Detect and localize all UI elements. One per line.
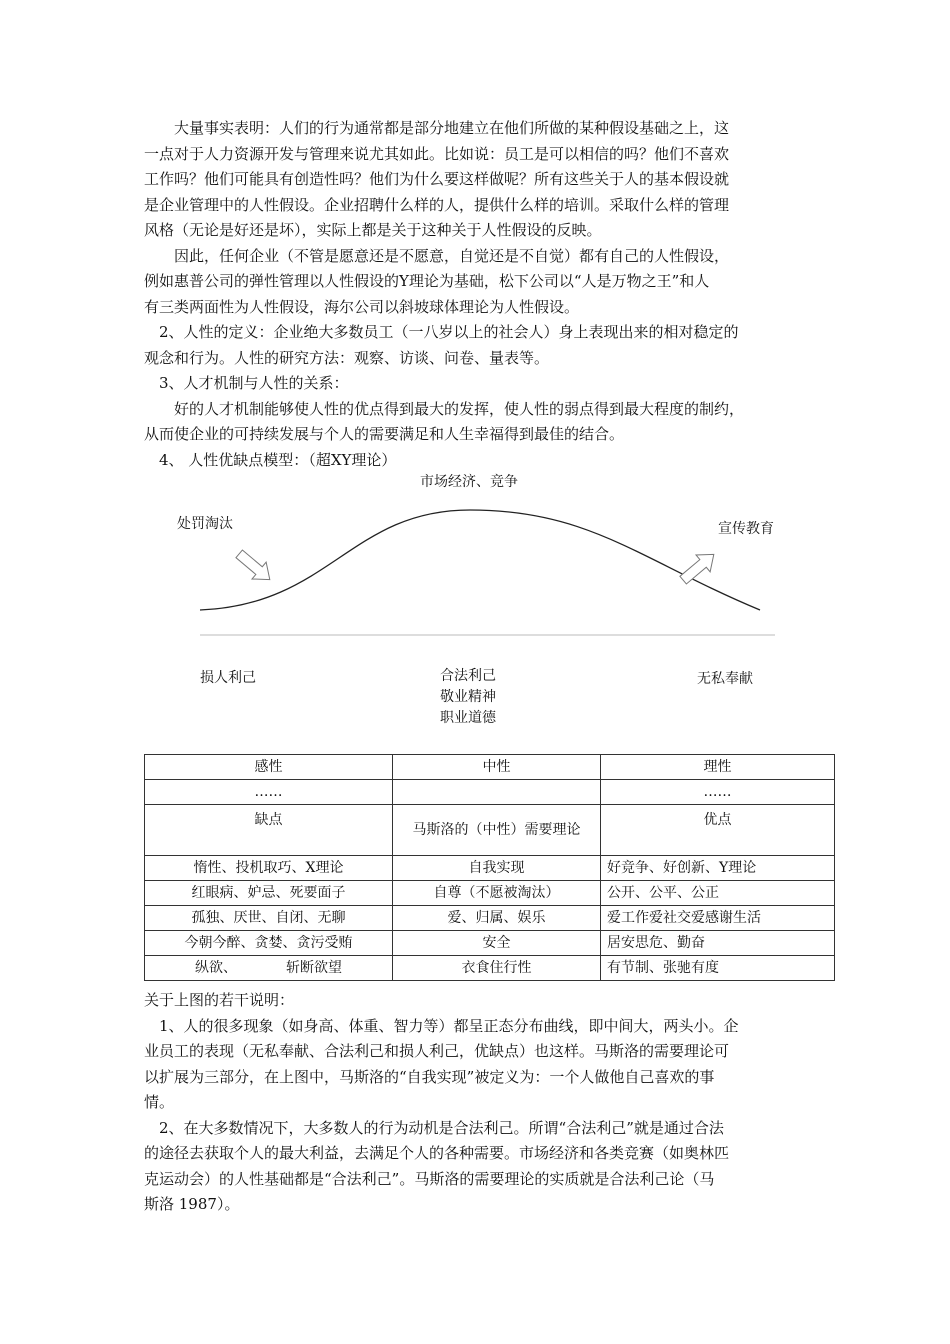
table-row [145,780,835,805]
text-line: 2、人性的定义：企业绝大多数员工（一八岁以上的社会人）身上表现出来的相对稳定的 [144,323,739,341]
table-row [145,856,835,881]
text-line: 2、在大多数情况下，大多数人的行为动机是合法利己。所谓“合法利己”就是通过合法 [144,1118,724,1137]
header-rational: 理性 [601,755,835,780]
table-cell: 爱、归属、娱乐 [393,906,601,931]
text-line: 例如惠普公司的弹性管理以人性假设的Y理论为基础，松下公司以“人是万物之王”和人 [144,272,710,290]
label-punish-eliminate: 处罚淘汰 [177,516,233,532]
label-selfless: 无私奉献 [697,671,753,687]
header-neutral: 中性 [393,755,601,780]
table-cell: 自我实现 [393,856,601,881]
label-market-economy: 市场经济、竞争 [420,474,518,490]
text-line: 大量事实表明：人们的行为通常都是部分地建立在他们所做的某种假设基础之上，这 [144,119,730,137]
table-cell: 安全 [393,931,601,956]
arrow-down-right-icon [232,545,277,588]
table-cell: 有节制、张驰有度 [601,956,835,981]
text-line: 观念和行为。人性的研究方法：观察、访谈、问卷、量表等。 [144,348,550,367]
label-harm-others: 损人利己 [200,670,256,686]
table-cell: 公开、公平、公正 [601,881,835,906]
table-cell [393,780,601,805]
text-line: 的途径去获取个人的最大利益，去满足个人的各种需要。市场经济和各类竞赛（如奥林匹 [144,1144,730,1162]
human-nature-table [144,754,835,981]
text-line: 克运动会）的人性基础都是“合法利己”。马斯洛的需要理论的实质就是合法利己论（马 [144,1169,715,1188]
table-row [145,931,835,956]
text-line: 好的人才机制能够使人性的优点得到最大的发挥，使人性的弱点得到最大程度的制约， [144,399,745,418]
label-work-ethic: 敬业精神 [440,689,496,705]
table-cell: 缺点 [145,805,393,856]
label-education: 宣传教育 [718,521,774,537]
table-cell: 马斯洛的（中性）需要理论 [393,805,601,856]
table-cell: …… [145,780,393,805]
notes-section [144,988,834,1218]
text-line: 情。 [144,1093,175,1111]
text-line: 3、人才机制与人性的关系： [144,374,349,392]
table-cell: 纵欲、 斩断欲望 [145,956,393,981]
table-cell: 红眼病、妒忌、死要面子 [145,881,393,906]
table-row [145,906,835,931]
notes-title: 关于上图的若干说明： [144,991,295,1009]
text-line: 以扩展为三部分，在上图中，马斯洛的“自我实现”被定义为：一个人做他自己喜欢的事 [144,1067,715,1086]
text-line: 工作吗？他们可能具有创造性吗？他们为什么要这样做呢？所有这些关于人的基本假设就 [144,170,730,188]
table-cell: 孤独、厌世、自闭、无聊 [145,906,393,931]
table-cell: 爱工作爱社交爱感谢生活 [601,906,835,931]
table-cell: …… [601,780,835,805]
text-line: 是企业管理中的人性假设。企业招聘什么样的人，提供什么样的培训。采取什么样的管理 [144,195,730,214]
table-cell: 自尊（不愿被淘汰） [393,881,601,906]
label-legal-self-interest: 合法利己 [440,668,496,684]
text-line: 斯洛 1987）。 [144,1195,240,1213]
section-heading: 4、 人性优缺点模型：（超XY理论） [144,450,397,469]
table-cell: 好竞争、好创新、Y理论 [601,856,835,881]
table-cell: 惰性、投机取巧、X理论 [145,856,393,881]
table-cell: 今朝今醉、贪婪、贪污受贿 [145,931,393,956]
table-row [145,881,835,906]
text-line: 1、人的很多现象（如身高、体重、智力等）都呈正态分布曲线，即中间大，两头小。企 [144,1016,739,1035]
text-line: 因此，任何企业（不管是愿意还是不愿意，自觉还是不自觉）都有自己的人性假设， [144,246,730,265]
bell-curve [200,510,760,610]
text-line: 有三类两面性为人性假设，海尔公司以斜坡球体理论为人性假设。 [144,297,580,316]
label-professional-ethics: 职业道德 [440,710,496,726]
text-line: 风格（无论是好还是坏），实际上都是关于这种关于人性假设的反映。 [144,221,602,239]
header-emotional: 感性 [145,755,393,780]
text-line: 一点对于人力资源开发与管理来说尤其如此。比如说：员工是可以相信的吗？他们不喜欢 [144,144,730,163]
table-cell: 优点 [601,805,835,856]
text-line: 业员工的表现（无私奉献、合法利己和损人利己，优缺点）也这样。马斯洛的需要理论可 [144,1042,730,1060]
table-header-row [145,755,835,780]
table-cell: 衣食住行性 [393,956,601,981]
label-center-group [398,666,538,729]
table-row [145,956,835,981]
table-cell: 居安思危、勤奋 [601,931,835,956]
text-line: 从而使企业的可持续发展与个人的需要满足和人生幸福得到最佳的结合。 [144,425,625,443]
table-row [145,805,835,856]
